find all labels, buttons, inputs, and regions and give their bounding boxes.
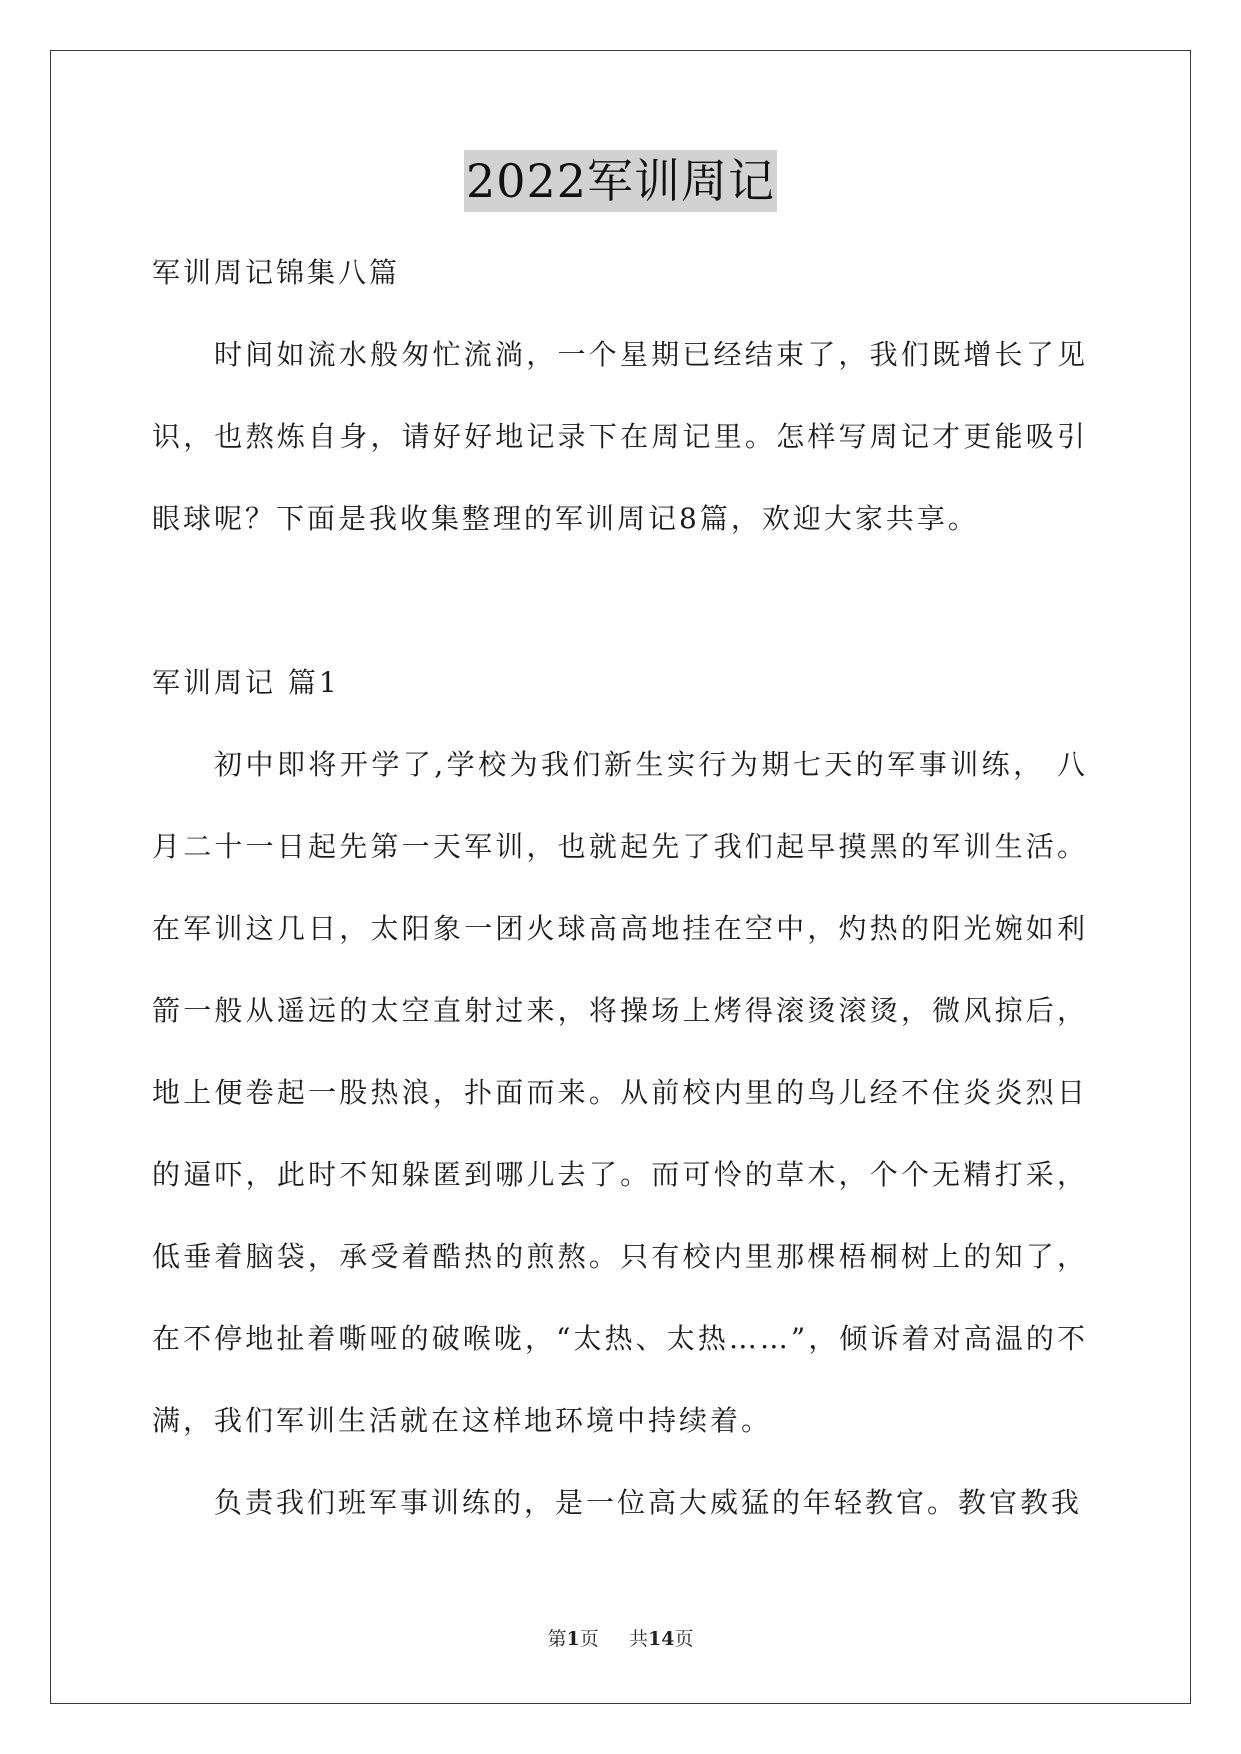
title-container bbox=[0, 150, 1241, 212]
document-subtitle: 军训周记锦集八篇 bbox=[152, 256, 401, 289]
intro-paragraph: 时间如流水般匆忙流淌，一个星期已经结束了，我们既增长了见识，也熬炼自身，请好好地记录下在周记里。怎样写周记才更能吸引眼球呢？下面是我收集整理的军训周记8篇，欢迎大家共享。 bbox=[152, 338, 1088, 535]
document-title: 2022军训周记 bbox=[464, 150, 777, 212]
section-spacer bbox=[152, 560, 1088, 642]
body-paragraph: 初中即将开学了,学校为我们新生实行为期七天的军事训练， 八月二十一日起先第一天军训，也就起先了我们起早摸黑的军训生活。在军训这几日，太阳象一团火球高高地挂在空中，灼热的阳光婉如利箭一般从遥远的太空直射过来，将操场上烤得滚烫滚烫，微风掠后，地上便卷起一股热浪，扑面而来。从前校内里的鸟儿经不住炎炎烈日的逼吓，此时不知躲匿到哪儿去了。而可怜的草木，个个无精打采，低垂着脑袋，承受着酷热的煎熬。只有校内里那棵梧桐树上的知了，在不停地扯着嘶哑的破喉咙，“太热、太热……”，倾诉着对高温的不满，我们军训生活就在这样地环境中持续着。 bbox=[152, 748, 1088, 1437]
section-heading: 军训周记 篇1 bbox=[152, 666, 340, 699]
body-paragraph: 负责我们班军事训练的，是一位高大威猛的年轻教官。教官教我 bbox=[214, 1486, 1083, 1519]
footer-page-suffix: 页 bbox=[579, 1628, 599, 1650]
footer-page-prefix: 第 bbox=[547, 1628, 567, 1650]
footer-total-suffix: 页 bbox=[674, 1628, 694, 1650]
page-footer bbox=[0, 1624, 1241, 1651]
footer-total-pages: 14 bbox=[648, 1628, 675, 1650]
footer-total-prefix: 共 bbox=[628, 1628, 648, 1650]
document-body bbox=[152, 232, 1088, 1544]
footer-page-number: 1 bbox=[566, 1628, 580, 1650]
